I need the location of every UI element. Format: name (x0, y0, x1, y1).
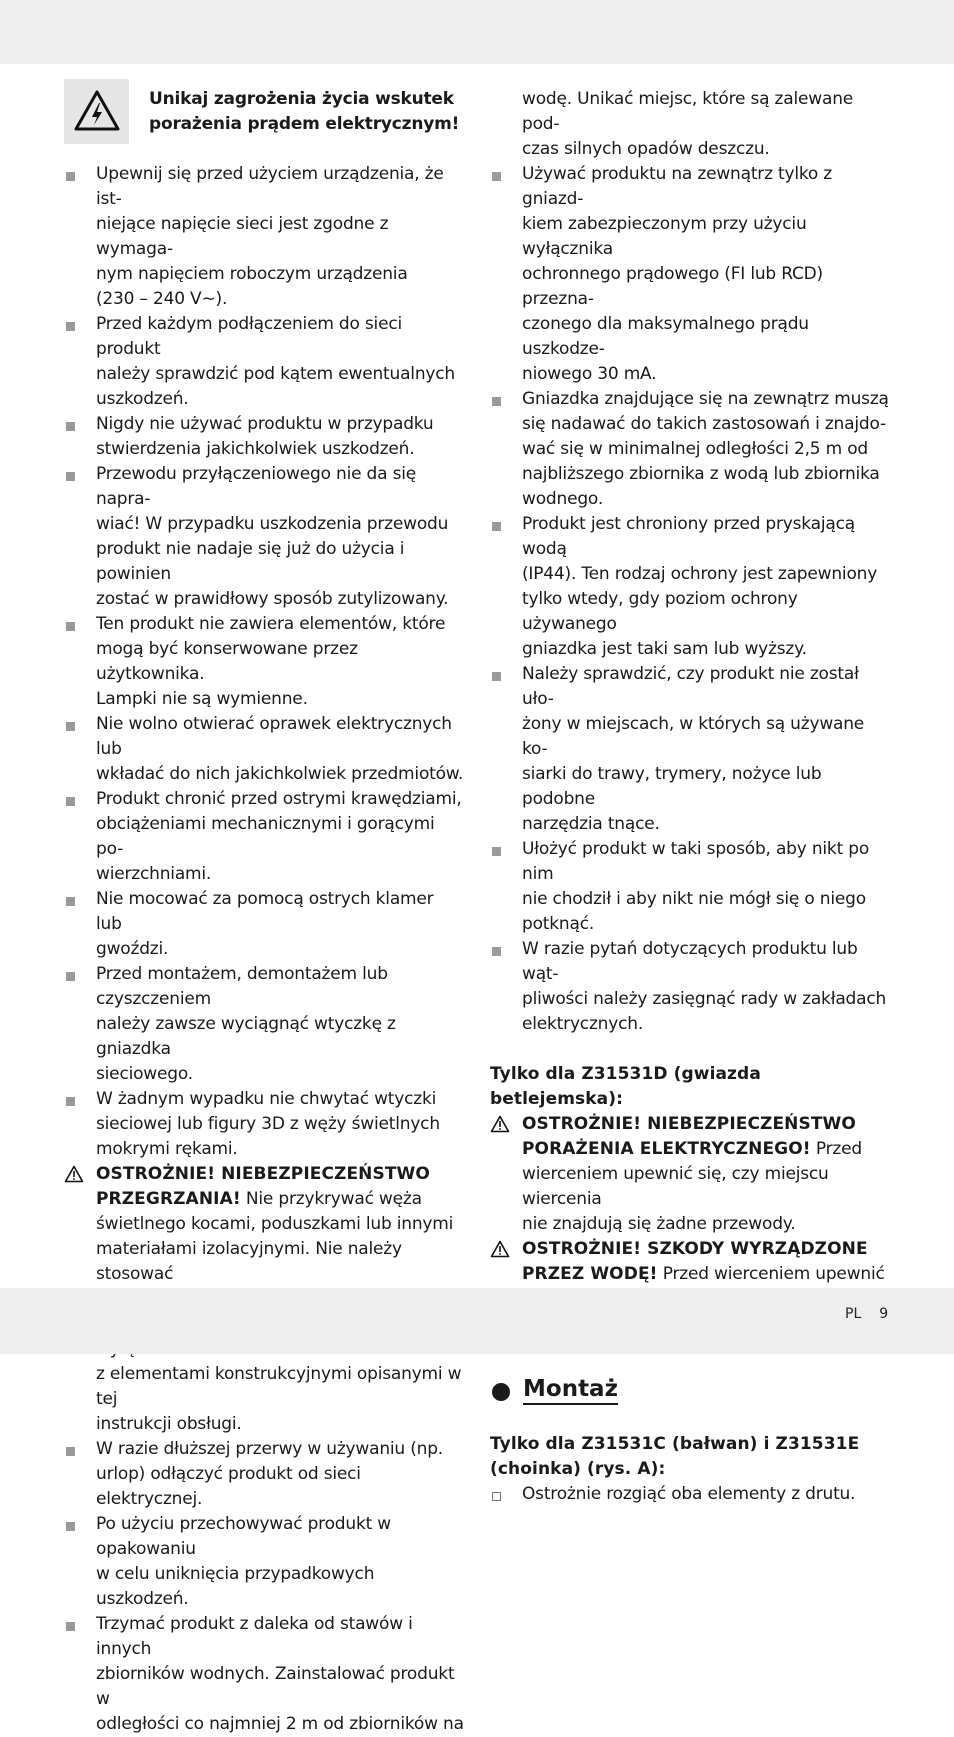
square-bullet-icon (492, 172, 501, 181)
list-item-line: niowego 30 mA. (522, 364, 657, 384)
list-item-line: z elementami konstrukcyjnymi opisanymi w tej (96, 1364, 462, 1409)
list-item (64, 1437, 464, 1512)
list-item-line: narzędzia tnące. (522, 814, 660, 834)
list-item-line: Przed każdym podłączeniem do sieci produkt (96, 314, 403, 359)
caution-triangle-icon (490, 1240, 510, 1258)
section-heading-z31531c-e: Tylko dla Z31531C (bałwan) i Z31531E (choinka) (rys. A): (490, 1434, 860, 1479)
list-item-line: żony w miejscach, w których są używane ko- (522, 714, 865, 759)
list-item-line: Nigdy nie używać produktu w przypadku (96, 414, 434, 434)
square-bullet-icon (492, 672, 501, 681)
list-item-line: należy sprawdzić pod kątem ewentualnych (96, 364, 455, 384)
list-item-line: Upewnij się przed użyciem urządzenia, że ist- (96, 164, 444, 209)
list-item-line: ochronnego prądowego (FI lub RCD) przezna- (522, 264, 823, 309)
electric-warning-box (64, 79, 129, 144)
list-item-line: elektrycznych. (522, 1014, 644, 1034)
list-item (64, 1512, 464, 1612)
list-item (64, 412, 464, 462)
list-item-line: Przewodu przyłączeniowego nie da się napra- (96, 464, 417, 509)
list-item-line: Ten produkt nie zawiera elementów, które (96, 614, 446, 634)
list-item-line: niejące napięcie sieci jest zgodne z wymaga- (96, 214, 389, 259)
square-bullet-icon (492, 397, 501, 406)
list-item-line: Gniazdka znajdujące się na zewnątrz muszą (522, 389, 889, 409)
square-bullet-icon (66, 1622, 75, 1631)
section-bullet-icon (492, 1383, 510, 1401)
electric-warning-title: Unikaj zagrożenia życia wskutek porażenia prądem elektrycznym! (149, 89, 460, 134)
page-footer (845, 1306, 888, 1322)
list-item-line: najbliższego zbiornika z wodą lub zbiornika (522, 464, 880, 484)
list-item-line: się nadawać do takich zastosowań i znajdo- (522, 414, 886, 434)
list-item-line: instrukcji obsługi. (96, 1414, 242, 1434)
square-bullet-icon (492, 522, 501, 531)
list-item (64, 612, 464, 712)
list-item-line: odległości co najmniej 2 m od zbiorników na (96, 1714, 464, 1734)
square-bullet-icon (66, 722, 75, 731)
square-bullet-icon (492, 847, 501, 856)
list-item (64, 787, 464, 887)
list-item-line: Nie mocować za pomocą ostrych klamer lub (96, 889, 434, 934)
list-item-line: Po użyciu przechowywać produkt w opakowaniu (96, 1514, 391, 1559)
list-item-line: potknąć. (522, 914, 595, 934)
square-bullet-icon (66, 972, 75, 981)
caution-triangle-icon (64, 1165, 84, 1183)
water-damage-caution: OSTROŻNIE! SZKODY WYRZĄDZONE PRZEZ WODĘ! Przed wierceniem upewnić (490, 1237, 890, 1337)
square-bullet-icon (66, 1522, 75, 1531)
list-item-line: Ułożyć produkt w taki sposób, aby nikt po nim (522, 839, 870, 884)
list-item-line: nym napięciem roboczym urządzenia (96, 264, 408, 284)
list-item-line: Trzymać produkt z daleka od stawów i innych (96, 1614, 413, 1659)
list-item (490, 837, 890, 937)
list-item-line: W razie pytań dotyczących produktu lub wąt- (522, 939, 858, 984)
list-item-line: wierzchniami. (96, 864, 212, 884)
bottom-band (0, 1288, 954, 1354)
list-item-line: Produkt chronić przed ostrymi krawędziami, (96, 789, 462, 809)
list-item-line: tylko wtedy, gdy poziom ochrony używanego (522, 589, 798, 634)
list-item-line: wać się w minimalnej odległości 2,5 m od (522, 439, 868, 459)
list-item (64, 962, 464, 1087)
list-item-line: należy zawsze wyciągnąć wtyczkę z gniazdka (96, 1014, 396, 1059)
list-item-line: zostać w prawidłowy sposób zutylizowany. (96, 589, 449, 609)
list-item (490, 512, 890, 662)
square-bullet-icon (66, 172, 75, 181)
page-number: 9 (879, 1306, 889, 1322)
list-item-line: nie chodził i aby nikt nie mógł się o niego (522, 889, 866, 909)
list-item-line: pliwości należy zasięgnąć rady w zakładach (522, 989, 887, 1009)
electric-hazard-icon (73, 89, 121, 133)
electric-shock-caution: OSTROŻNIE! NIEBEZPIECZEŃSTWO PORAŻENIA ELEKTRYCZNEGO! Przed wierceniem upewnić się, czy miejscu wiercenia nie znajdują się żadne przewody. (490, 1112, 890, 1237)
list-item-line: obciążeniami mechanicznymi i gorącymi po- (96, 814, 435, 859)
section-title: Montaż (523, 1375, 618, 1405)
square-bullet-icon (66, 322, 75, 331)
list-item (64, 312, 464, 412)
list-item-line: sieciowego. (96, 1064, 193, 1084)
list-item (64, 1087, 464, 1162)
list-item-line: gniazdka jest taki sam lub wyższy. (522, 639, 807, 659)
list-item-line: stwierdzenia jakichkolwiek uszkodzeń. (96, 439, 415, 459)
step-checkbox-icon (492, 1492, 501, 1501)
assembly-step: Ostrożnie rozgiąć oba elementy z drutu. (490, 1482, 890, 1507)
list-item-line: Nie wolno otwierać oprawek elektrycznych lub (96, 714, 452, 759)
list-item (490, 937, 890, 1037)
list-item-line: W razie dłuższej przerwy w używaniu (np. (96, 1439, 443, 1459)
list-item-line: (230 – 240 V∼). (96, 289, 228, 309)
list-item-line: Produkt jest chroniony przed pryskającą wodą (522, 514, 855, 559)
list-item-line: uszkodzeń. (96, 389, 189, 409)
square-bullet-icon (66, 422, 75, 431)
list-item-line: Lampki nie są wymienne. (96, 689, 308, 709)
continued-text: wodę. Unikać miejsc, które są zalewane pod- czas silnych opadów deszczu. (522, 89, 854, 159)
list-item-line: Należy sprawdzić, czy produkt nie został uło- (522, 664, 859, 709)
caution-triangle-icon (490, 1115, 510, 1133)
square-bullet-icon (66, 1097, 75, 1106)
square-bullet-icon (66, 1447, 75, 1456)
section-heading-z31531d: Tylko dla Z31531D (gwiazda betlejemska): (490, 1064, 761, 1109)
list-item-line: wiać! W przypadku uszkodzenia przewodu (96, 514, 449, 534)
section-montaz (490, 1375, 890, 1409)
list-item-line: produkt nie nadaje się już do użycia i powinien (96, 539, 405, 584)
list-item-line: siarki do trawy, trymery, nożyce lub podobne (522, 764, 822, 809)
language-code: PL (845, 1306, 862, 1322)
overheat-caution: OSTROŻNIE! NIEBEZPIECZEŃSTWO PRZEGRZANIA! Nie przykrywać węża świetlnego kocami, poduszkami lub innymi materiałami izolacyjnymi. Nie należy stosować (64, 1162, 464, 1312)
top-band (0, 0, 954, 64)
list-item (64, 712, 464, 787)
list-item-line: (IP44). Ten rodzaj ochrony jest zapewniony (522, 564, 878, 584)
list-item (490, 387, 890, 512)
list-item-line: wodnego. (522, 489, 604, 509)
list-item-line: czonego dla maksymalnego prądu uszkodze- (522, 314, 809, 359)
square-bullet-icon (66, 897, 75, 906)
list-item (64, 887, 464, 962)
list-item-line: zbiorników wodnych. Zainstalować produkt w (96, 1664, 455, 1709)
left-column (64, 162, 464, 1737)
list-item-line: w celu uniknięcia przypadkowych uszkodzeń. (96, 1564, 375, 1609)
list-item (64, 162, 464, 312)
square-bullet-icon (66, 622, 75, 631)
list-item-line: wkładać do nich jakichkolwiek przedmiotów. (96, 764, 464, 784)
list-item-line: urlop) odłączyć produkt od sieci elektrycznej. (96, 1464, 361, 1509)
list-item (64, 462, 464, 612)
list-item-line: sieciowej lub figury 3D z węży świetlnych (96, 1114, 440, 1134)
list-item-line: mogą być konserwowane przez użytkownika. (96, 639, 358, 684)
square-bullet-icon (492, 947, 501, 956)
list-item (64, 1612, 464, 1737)
list-item (490, 662, 890, 837)
square-bullet-icon (66, 472, 75, 481)
list-item-line: W żadnym wypadku nie chwytać wtyczki (96, 1089, 437, 1109)
list-item-line: mokrymi rękami. (96, 1139, 238, 1159)
list-item (490, 162, 890, 387)
square-bullet-icon (66, 797, 75, 806)
list-item-line: gwoździ. (96, 939, 169, 959)
list-item-line: kiem zabezpieczonym przy użyciu wyłącznika (522, 214, 807, 259)
list-item-line: Używać produktu na zewnątrz tylko z gniazd- (522, 164, 833, 209)
list-item-line: Przed montażem, demontażem lub czyszczeniem (96, 964, 388, 1009)
